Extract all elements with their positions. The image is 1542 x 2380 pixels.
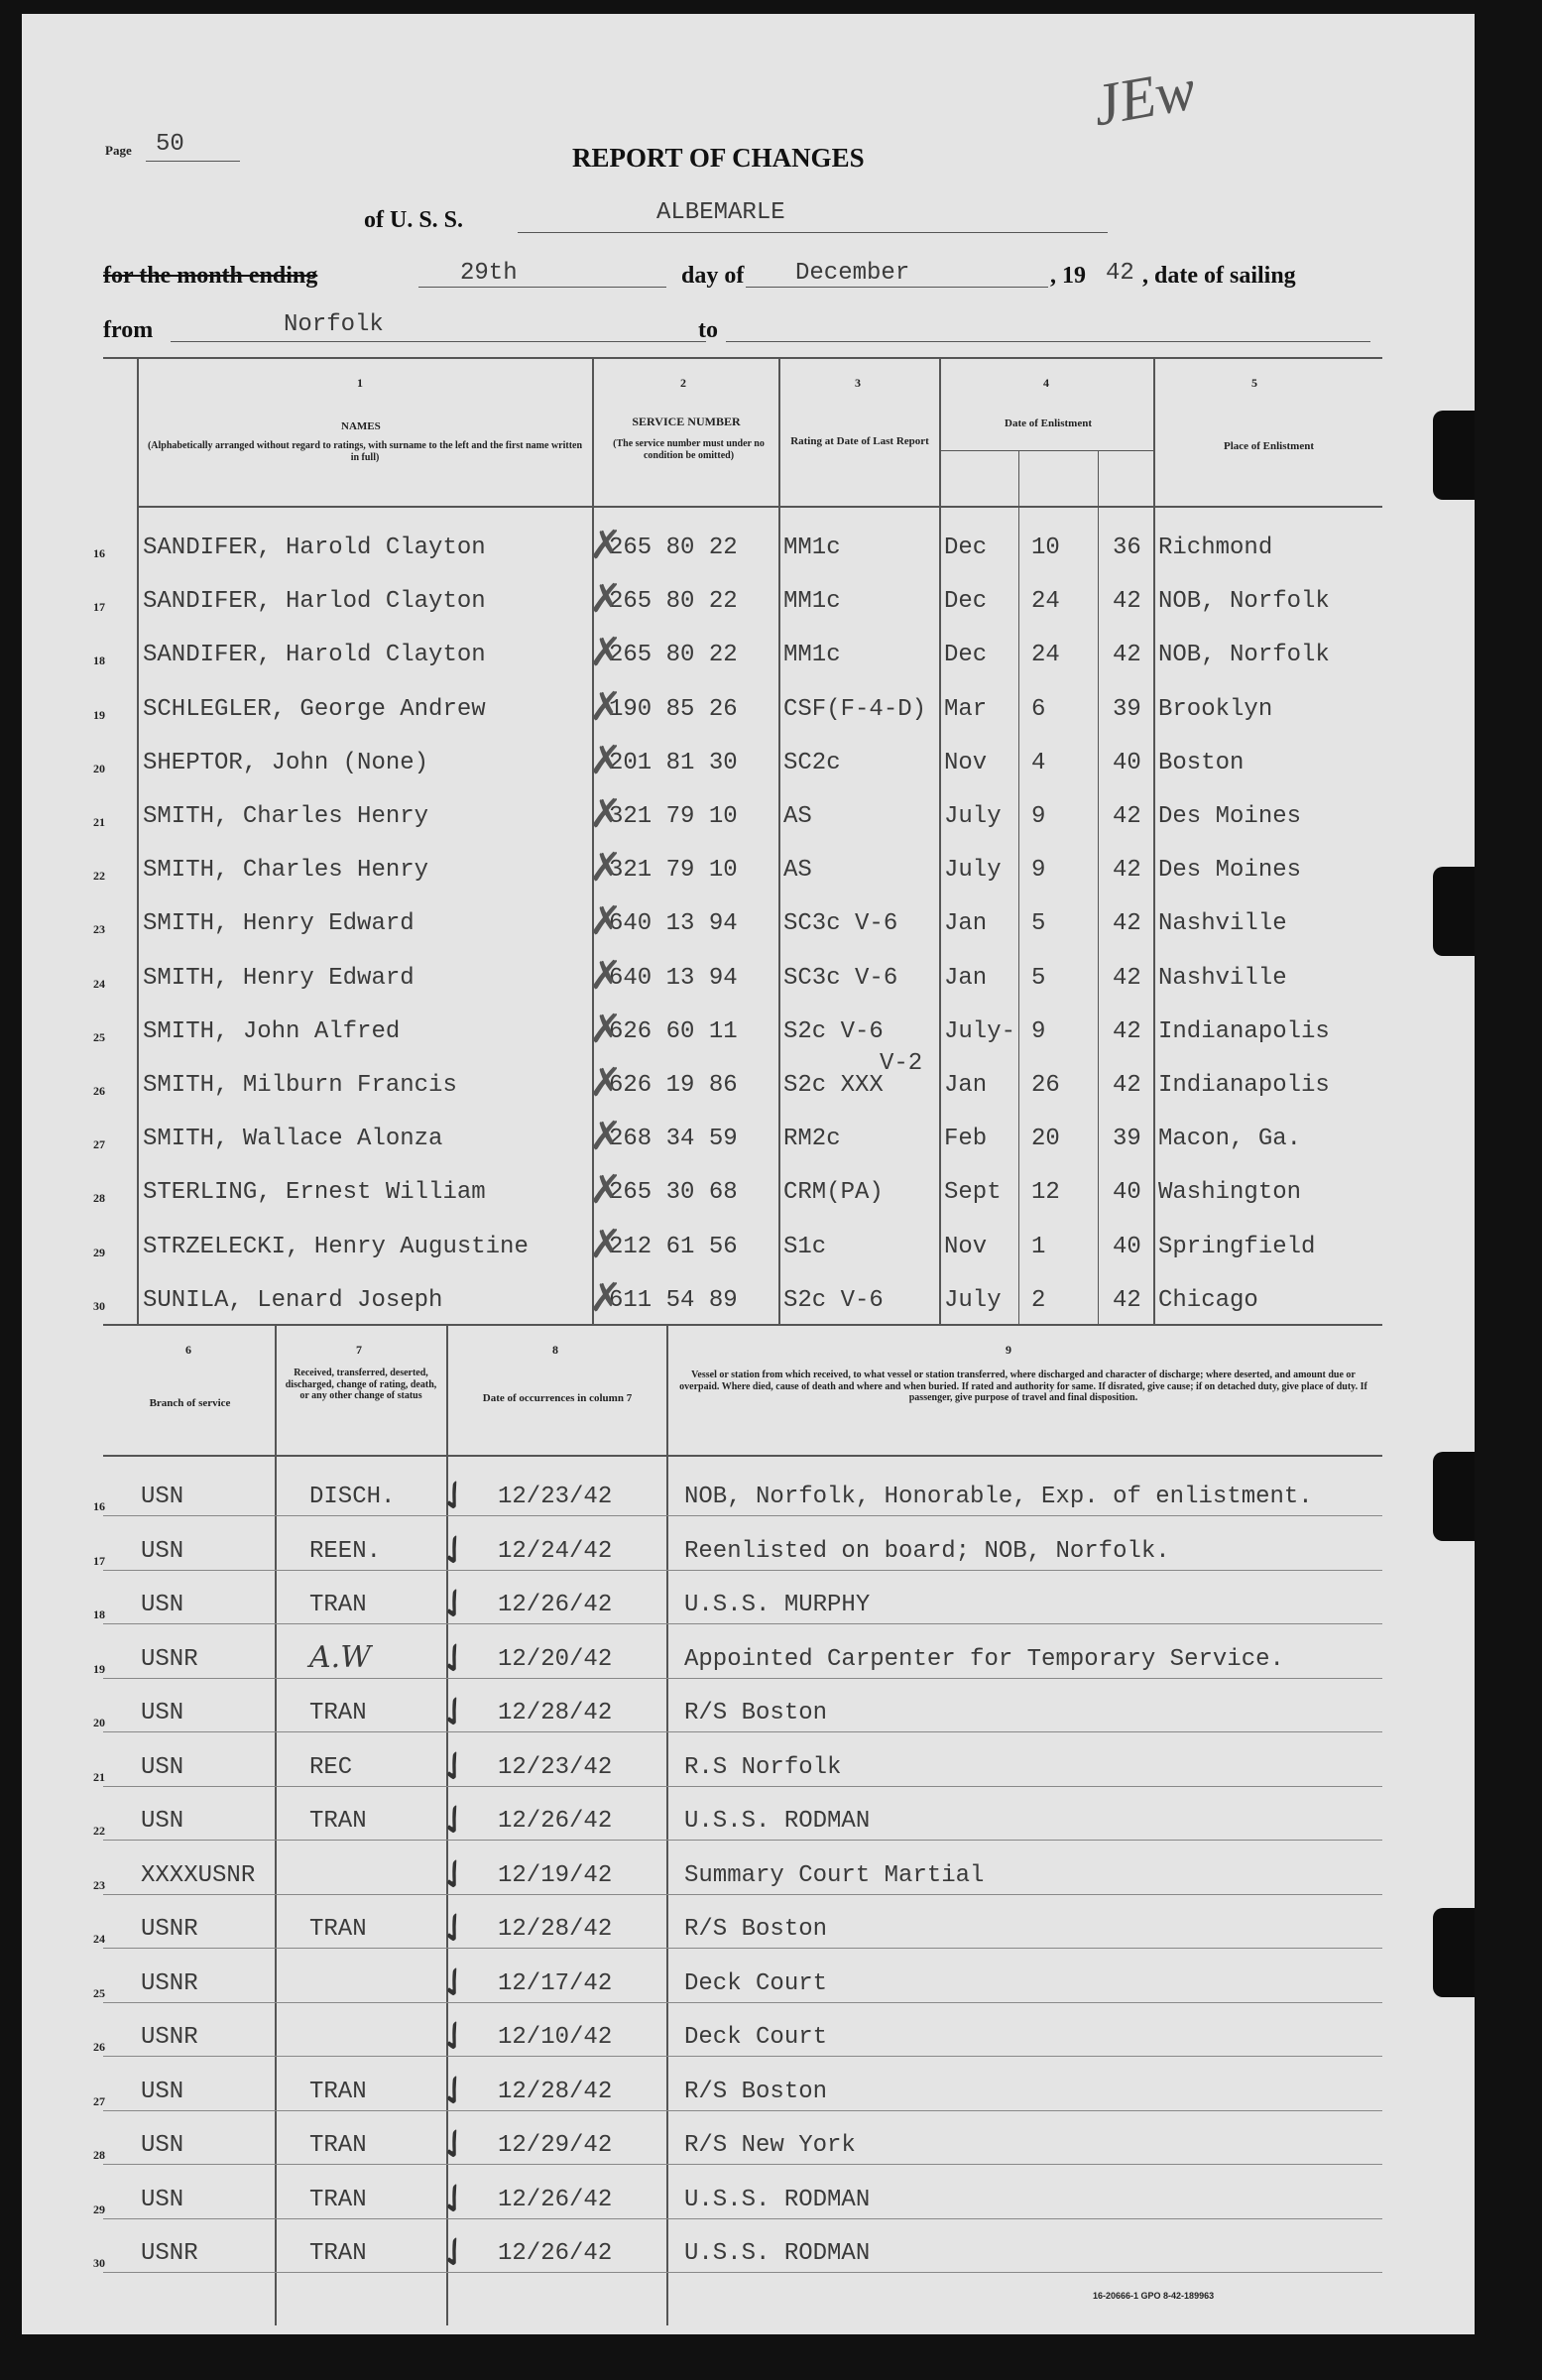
cell-day: 26 — [1031, 1072, 1060, 1099]
row-number: 30 — [93, 2256, 105, 2270]
col-number: 9 — [1006, 1343, 1011, 1357]
cell-place: Springfield — [1158, 1233, 1316, 1260]
cell-place: Indianapolis — [1158, 1017, 1330, 1045]
cell-status: TRAN — [309, 1592, 367, 1618]
row-number: 17 — [93, 1553, 105, 1568]
cell-yr: 42 — [1113, 910, 1141, 938]
cell-date: 12/20/42 — [498, 1645, 613, 1673]
check-mark-icon: ✓ — [428, 2171, 482, 2227]
cell-mon: Nov — [944, 749, 988, 776]
col-number: 5 — [1251, 376, 1257, 390]
cell-name: SANDIFER, Harlod Clayton — [143, 588, 486, 616]
cell-yr: 42 — [1113, 803, 1141, 830]
cell-remark: R/S New York — [684, 2132, 856, 2159]
cell-status: TRAN — [309, 1700, 367, 1726]
cell-rating: MM1c — [783, 588, 841, 616]
enlist-place-header: Place of Enlistment — [1223, 440, 1315, 452]
cell-rating: S2c V-6 — [783, 1286, 884, 1314]
cell-name: STRZELECKI, Henry Augustine — [143, 1233, 529, 1260]
check-mark-icon: ✗ — [589, 953, 623, 998]
cell-mon: July — [944, 1286, 1002, 1314]
row-number: 22 — [93, 869, 105, 884]
cell-remark: Reenlisted on board; NOB, Norfolk. — [684, 1537, 1170, 1565]
cell-yr: 39 — [1113, 695, 1141, 723]
cell-yr: 42 — [1113, 964, 1141, 992]
cell-name: SMITH, Charles Henry — [143, 857, 429, 885]
binder-tab — [1433, 1452, 1475, 1541]
check-mark-icon: ✓ — [428, 1738, 482, 1795]
row-number: 20 — [93, 761, 105, 775]
binder-tab — [1433, 411, 1475, 500]
cell-rating: SC3c V-6 — [783, 910, 898, 938]
cell-status: A.W — [309, 1639, 372, 1675]
cell-date: 12/29/42 — [498, 2132, 613, 2159]
cell-remark: U.S.S. RODMAN — [684, 1808, 871, 1835]
cell-mon: Feb — [944, 1126, 988, 1153]
cell-svc: 265 80 22 — [609, 535, 738, 561]
row-number: 19 — [93, 1661, 105, 1676]
cell-mon: Mar — [944, 695, 988, 723]
cell-mon: Sept — [944, 1179, 1002, 1207]
cell-place: Brooklyn — [1158, 695, 1273, 723]
cell-branch: USNR — [141, 2240, 198, 2267]
cell-day: 6 — [1031, 695, 1046, 723]
cell-svc: 265 30 68 — [609, 1179, 738, 1207]
cell-branch: USN — [141, 1753, 184, 1781]
check-mark-icon: ✗ — [589, 524, 623, 567]
branch-header: Branch of service — [149, 1397, 231, 1409]
cell-svc: 201 81 30 — [609, 749, 738, 776]
names-subheader: (Alphabetically arranged without regard to ratings, with surname to the left and the first name written in full) — [147, 440, 583, 463]
cell-remark: U.S.S. RODMAN — [684, 2240, 871, 2267]
cell-remark: R.S Norfolk — [684, 1753, 842, 1781]
cell-yr: 42 — [1113, 588, 1141, 616]
cell-date: 12/28/42 — [498, 1700, 613, 1726]
check-mark-icon: ✗ — [589, 1061, 623, 1105]
row-number: 26 — [93, 1084, 105, 1098]
row-number: 24 — [93, 976, 105, 991]
col-number: 4 — [1043, 376, 1049, 390]
row-number: 16 — [93, 1499, 105, 1513]
check-mark-icon: ✗ — [589, 738, 623, 782]
cell-place: Washington — [1158, 1179, 1302, 1207]
year-prefix: , 19 — [1050, 263, 1086, 289]
check-mark-icon: ✗ — [589, 1007, 623, 1051]
cell-branch: USN — [141, 2186, 184, 2213]
cell-branch: USN — [141, 1592, 184, 1618]
cell-svc: 268 34 59 — [609, 1126, 738, 1153]
cell-mon: July — [944, 857, 1002, 885]
cell-name: SHEPTOR, John (None) — [143, 749, 429, 776]
page-title: REPORT OF CHANGES — [572, 143, 865, 173]
cell-place: Des Moines — [1158, 803, 1302, 830]
check-mark-icon: ✗ — [589, 1222, 623, 1266]
cell-mon: Dec — [944, 642, 988, 669]
cell-day: 9 — [1031, 803, 1046, 830]
sailing-label: , date of sailing — [1142, 263, 1296, 289]
cell-rating: SC2c — [783, 749, 841, 776]
cell-branch: USN — [141, 1484, 184, 1510]
check-mark-icon: ✓ — [428, 1955, 482, 2011]
cell-yr: 40 — [1113, 1179, 1141, 1207]
cell-place: Chicago — [1158, 1286, 1258, 1314]
cell-svc: 190 85 26 — [609, 695, 738, 723]
cell-remark: NOB, Norfolk, Honorable, Exp. of enlistment. — [684, 1484, 1313, 1510]
cell-rating: MM1c — [783, 535, 841, 561]
for-month-label: for the month ending — [103, 263, 318, 289]
check-mark-icon: ✗ — [589, 1115, 623, 1159]
cell-remark: R/S Boston — [684, 1916, 828, 1943]
col-number: 1 — [357, 376, 363, 390]
cell-date: 12/10/42 — [498, 2024, 613, 2051]
row-number: 21 — [93, 815, 105, 829]
cell-yr: 39 — [1113, 1126, 1141, 1153]
binder-tab — [1433, 867, 1475, 956]
cell-mon: Jan — [944, 1072, 988, 1099]
cell-day: 4 — [1031, 749, 1046, 776]
check-mark-icon: ✓ — [428, 2117, 482, 2173]
cell-status: TRAN — [309, 1916, 367, 1943]
check-mark-icon: ✓ — [428, 1469, 482, 1524]
row-number: 25 — [93, 1985, 105, 2000]
cell-yr: 36 — [1113, 535, 1141, 561]
col-number: 3 — [855, 376, 861, 390]
cell-date: 12/23/42 — [498, 1484, 613, 1510]
cell-status: DISCH. — [309, 1484, 396, 1510]
cell-name: SMITH, Henry Edward — [143, 964, 415, 992]
cell-day: 5 — [1031, 964, 1046, 992]
month-value: December — [795, 260, 910, 287]
row-number: 22 — [93, 1824, 105, 1838]
cell-name: SMITH, Milburn Francis — [143, 1072, 457, 1099]
check-mark-icon: ✓ — [428, 1793, 482, 1848]
cell-place: Macon, Ga. — [1158, 1126, 1302, 1153]
cell-branch: USNR — [141, 1645, 198, 1673]
cell-yr: 42 — [1113, 1017, 1141, 1045]
cell-yr: 42 — [1113, 642, 1141, 669]
cell-name: STERLING, Ernest William — [143, 1179, 486, 1207]
row-number: 17 — [93, 600, 105, 615]
rating-annotation: V-2 — [880, 1050, 923, 1077]
cell-rating: AS — [783, 803, 812, 830]
cell-name: SANDIFER, Harold Clayton — [143, 535, 486, 561]
cell-name: SMITH, Wallace Alonza — [143, 1126, 443, 1153]
col-number: 6 — [185, 1343, 191, 1357]
check-mark-icon: ✗ — [589, 1168, 623, 1213]
cell-day: 10 — [1031, 535, 1060, 561]
cell-status: TRAN — [309, 2078, 367, 2105]
cell-day: 9 — [1031, 1017, 1046, 1045]
check-mark-icon: ✗ — [589, 899, 623, 944]
names-header: NAMES — [341, 420, 381, 432]
cell-place: Des Moines — [1158, 857, 1302, 885]
cell-date: 12/26/42 — [498, 1592, 613, 1618]
cell-rating: MM1c — [783, 642, 841, 669]
cell-svc: 611 54 89 — [609, 1286, 738, 1314]
cell-name: SCHLEGLER, George Andrew — [143, 695, 486, 723]
cell-status: REEN. — [309, 1537, 382, 1565]
to-label: to — [698, 317, 718, 343]
cell-svc: 626 60 11 — [609, 1017, 738, 1045]
cell-branch: USN — [141, 1537, 184, 1565]
ship-name: ALBEMARLE — [656, 199, 785, 226]
cell-branch: XXXXUSNR — [141, 1861, 256, 1889]
cell-date: 12/26/42 — [498, 1808, 613, 1835]
cell-status: TRAN — [309, 2186, 367, 2213]
row-number: 23 — [93, 922, 105, 937]
row-number: 19 — [93, 707, 105, 722]
rating-header: Rating at Date of Last Report — [790, 435, 929, 447]
cell-yr: 42 — [1113, 857, 1141, 885]
cell-rating: CSF(F-4-D) — [783, 695, 927, 723]
cell-svc: 640 13 94 — [609, 964, 738, 992]
cell-branch: USNR — [141, 2024, 198, 2051]
of-uss-label: of U. S. S. — [364, 207, 464, 233]
check-mark-icon: ✗ — [589, 684, 623, 729]
cell-day: 12 — [1031, 1179, 1060, 1207]
cell-remark: Summary Court Martial — [684, 1861, 985, 1889]
cell-branch: USNR — [141, 1916, 198, 1943]
cell-date: 12/28/42 — [498, 2078, 613, 2105]
cell-name: SMITH, Charles Henry — [143, 803, 429, 830]
cell-date: 12/24/42 — [498, 1537, 613, 1565]
cell-branch: USN — [141, 1808, 184, 1835]
cell-svc: 265 80 22 — [609, 642, 738, 669]
cell-day: 5 — [1031, 910, 1046, 938]
check-mark-icon: ✗ — [589, 792, 623, 836]
cell-branch: USN — [141, 2078, 184, 2105]
check-mark-icon: ✗ — [589, 577, 623, 622]
cell-name: SANDIFER, Harold Clayton — [143, 642, 486, 669]
row-number: 25 — [93, 1029, 105, 1044]
cell-yr: 42 — [1113, 1286, 1141, 1314]
cell-mon: Jan — [944, 910, 988, 938]
row-number: 29 — [93, 2202, 105, 2216]
cell-date: 12/17/42 — [498, 1969, 613, 1997]
cell-rating: AS — [783, 857, 812, 885]
year-value: 42 — [1106, 260, 1134, 287]
cell-status: TRAN — [309, 1808, 367, 1835]
col-number: 8 — [552, 1343, 558, 1357]
cell-name: SUNILA, Lenard Joseph — [143, 1286, 443, 1314]
from-value: Norfolk — [284, 311, 384, 338]
cell-day: 24 — [1031, 588, 1060, 616]
cell-date: 12/26/42 — [498, 2186, 613, 2213]
from-label: from — [103, 317, 154, 343]
cell-svc: 212 61 56 — [609, 1233, 738, 1260]
cell-mon: Jan — [944, 964, 988, 992]
check-mark-icon: ✓ — [428, 2063, 482, 2119]
cell-place: Boston — [1158, 749, 1245, 776]
cell-svc: 321 79 10 — [609, 857, 738, 885]
enlist-date-header: Date of Enlistment — [1005, 417, 1092, 429]
cell-rating: S1c — [783, 1233, 827, 1260]
check-mark-icon: ✓ — [428, 1630, 482, 1687]
row-number: 26 — [93, 2040, 105, 2054]
cell-yr: 40 — [1113, 1233, 1141, 1260]
cell-remark: U.S.S. RODMAN — [684, 2186, 871, 2213]
cell-yr: 42 — [1113, 1072, 1141, 1099]
row-number: 24 — [93, 1932, 105, 1946]
cell-date: 12/19/42 — [498, 1861, 613, 1889]
cell-date: 12/28/42 — [498, 1916, 613, 1943]
day-value: 29th — [460, 260, 518, 287]
cell-remark: Deck Court — [684, 2024, 828, 2051]
row-number: 20 — [93, 1716, 105, 1729]
cell-remark: U.S.S. MURPHY — [684, 1592, 871, 1618]
cell-svc: 626 19 86 — [609, 1072, 738, 1099]
cell-mon: Dec — [944, 588, 988, 616]
cell-rating: S2c V-6 — [783, 1017, 884, 1045]
cell-branch: USN — [141, 2132, 184, 2159]
row-number: 30 — [93, 1298, 105, 1313]
cell-rating: SC3c V-6 — [783, 964, 898, 992]
cell-place: NOB, Norfolk — [1158, 642, 1330, 669]
cell-name: SMITH, John Alfred — [143, 1017, 401, 1045]
date-occ-header: Date of occurrences in column 7 — [482, 1392, 633, 1404]
check-mark-icon: ✗ — [589, 1275, 623, 1320]
page-label: Page — [105, 143, 132, 158]
binder-tab — [1433, 1908, 1475, 1997]
cell-branch: USNR — [141, 1969, 198, 1997]
cell-day: 2 — [1031, 1286, 1046, 1314]
row-number: 27 — [93, 1137, 105, 1152]
day-of-label: day of — [681, 263, 745, 289]
cell-day: 24 — [1031, 642, 1060, 669]
check-mark-icon: ✓ — [428, 1577, 482, 1632]
cell-remark: Appointed Carpenter for Temporary Service. — [684, 1645, 1284, 1673]
cell-rating: RM2c — [783, 1126, 841, 1153]
cell-yr: 40 — [1113, 749, 1141, 776]
cell-svc: 640 13 94 — [609, 910, 738, 938]
cell-day: 1 — [1031, 1233, 1046, 1260]
row-number: 18 — [93, 1607, 105, 1621]
vessel-header: Vessel or station from which received, to what vessel or station transferred, where discharged and character of discharge; where deserted, and amount due or overpaid. Where died, cause of death and where and when buried. If rated and authority for same. If disrated, give cause; if on detached duty, give place of duty. If passenger, give purpose of travel and final disposition. — [679, 1369, 1367, 1403]
check-mark-icon: ✓ — [428, 1901, 482, 1957]
row-number: 28 — [93, 1191, 105, 1206]
col-number: 7 — [356, 1343, 362, 1357]
cell-svc: 265 80 22 — [609, 588, 738, 616]
handwritten-initials: JEw — [1087, 56, 1201, 139]
row-number: 29 — [93, 1245, 105, 1259]
cell-place: Nashville — [1158, 910, 1287, 938]
cell-svc: 321 79 10 — [609, 803, 738, 830]
check-mark-icon: ✗ — [589, 631, 623, 675]
document-page — [22, 14, 1475, 2334]
row-number: 16 — [93, 546, 105, 560]
cell-status: TRAN — [309, 2240, 367, 2267]
cell-place: Nashville — [1158, 964, 1287, 992]
check-mark-icon: ✓ — [428, 1522, 482, 1579]
cell-remark: R/S Boston — [684, 1700, 828, 1726]
row-number: 18 — [93, 654, 105, 668]
row-number: 28 — [93, 2148, 105, 2162]
cell-day: 20 — [1031, 1126, 1060, 1153]
row-number: 27 — [93, 2093, 105, 2108]
col-number: 2 — [680, 376, 686, 390]
cell-rating: S2c XXX — [783, 1072, 884, 1099]
cell-remark: Deck Court — [684, 1969, 828, 1997]
cell-mon: July- — [944, 1017, 1016, 1045]
cell-branch: USN — [141, 1700, 184, 1726]
page-number: 50 — [156, 131, 184, 158]
status-header: Received, transferred, deserted, discharged, change of rating, death, or any other change of status — [285, 1368, 437, 1401]
cell-mon: July — [944, 803, 1002, 830]
check-mark-icon: ✓ — [428, 2225, 482, 2281]
cell-mon: Nov — [944, 1233, 988, 1260]
check-mark-icon: ✓ — [428, 2009, 482, 2065]
cell-mon: Dec — [944, 535, 988, 561]
service-number-subheader: (The service number must under no condition be omitted) — [613, 438, 765, 461]
row-number: 21 — [93, 1769, 105, 1784]
form-code: 16-20666-1 GPO 8-42-189963 — [1093, 2291, 1215, 2301]
cell-rating: CRM(PA) — [783, 1179, 884, 1207]
cell-remark: R/S Boston — [684, 2078, 828, 2105]
check-mark-icon: ✓ — [428, 1846, 482, 1903]
cell-place: NOB, Norfolk — [1158, 588, 1330, 616]
cell-status: TRAN — [309, 2132, 367, 2159]
cell-day: 9 — [1031, 857, 1046, 885]
cell-name: SMITH, Henry Edward — [143, 910, 415, 938]
service-number-header: SERVICE NUMBER — [632, 415, 741, 428]
cell-place: Richmond — [1158, 535, 1273, 561]
cell-date: 12/26/42 — [498, 2240, 613, 2267]
cell-place: Indianapolis — [1158, 1072, 1330, 1099]
cell-status: REC — [309, 1753, 353, 1781]
check-mark-icon: ✓ — [428, 1685, 482, 1740]
cell-date: 12/23/42 — [498, 1753, 613, 1781]
row-number: 23 — [93, 1877, 105, 1892]
check-mark-icon: ✗ — [589, 846, 623, 891]
